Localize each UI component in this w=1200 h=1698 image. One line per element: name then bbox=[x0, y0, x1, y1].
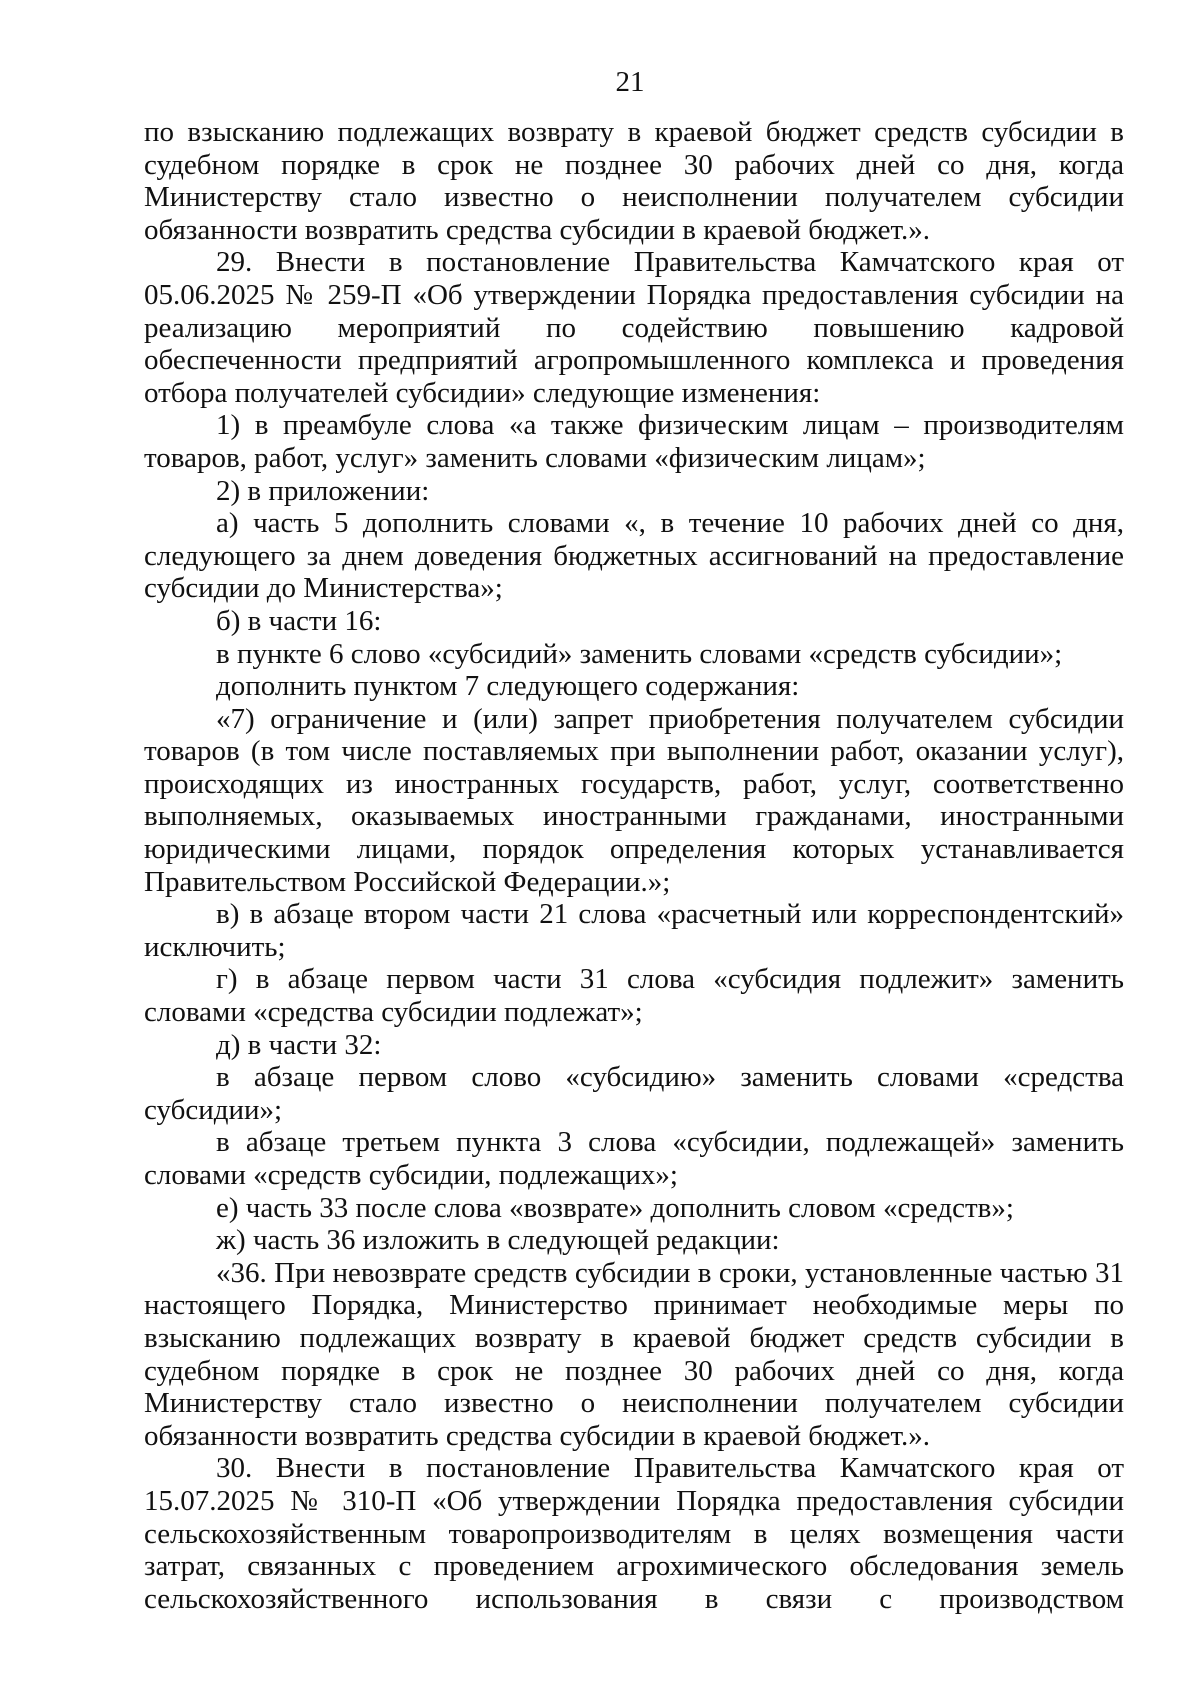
paragraph-abzac-first: в абзаце первом слово «субсидию» заменить словами «средства субсидии»; bbox=[144, 1061, 1124, 1126]
paragraph-subitem-e: е) часть 33 после слова «возврате» дополнить словом «средств»; bbox=[216, 1191, 1014, 1224]
paragraph-subitem-1: 1) в преамбуле слова «а также физическим лицам – производителям товаров, работ, услуг» заменить словами «физическим лицам»; bbox=[144, 409, 1124, 474]
paragraph-subitem-a: а) часть 5 дополнить словами «, в течение 10 рабочих дней со дня, следующего за днем доведения бюджетных ассигнований на предоставление субсидии до Министерства»; bbox=[144, 507, 1124, 605]
paragraph-point-7-text: «7) ограничение и (или) запрет приобретения получателем субсидии товаров (в том числе поставляемых при выполнении работ, оказании услуг), происходящих из иностранных государств, работ, услуг, соответственно выполняемых, оказываемых иностранными гражданами, иностранными юридическими лицами, порядок определения которых устанавливается Правительством Российской Федерации.»; bbox=[144, 702, 1124, 898]
paragraph-subitem-zh: ж) часть 36 изложить в следующей редакции: bbox=[216, 1224, 780, 1257]
paragraph-point-6: в пункте 6 слово «субсидий» заменить словами «средств субсидии»; bbox=[216, 637, 1063, 670]
paragraph-add-point-7: дополнить пунктом 7 следующего содержания: bbox=[216, 670, 800, 703]
paragraph-subitem-d: д) в части 32: bbox=[216, 1028, 382, 1061]
paragraph-subitem-v: в) в абзаце втором части 21 слова «расчетный или корреспондентский» исключить; bbox=[144, 898, 1124, 963]
document-body bbox=[144, 116, 1124, 1615]
paragraph-continuation: по взысканию подлежащих возврату в краевой бюджет средств субсидии в судебном порядке в срок не позднее 30 рабочих дней со дня, когда Министерству стало известно о неисполнении получателем субсидии обязанности возвратить средства субсидии в краевой бюджет.». bbox=[144, 116, 1124, 246]
paragraph-subitem-g: г) в абзаце первом части 31 слова «субсидия подлежит» заменить словами «средства субсидии подлежат»; bbox=[144, 963, 1124, 1029]
paragraph-item-29: 29. Внести в постановление Правительства Камчатского края от 05.06.2025 № 259-П «Об утверждении Порядка предоставления субсидии на реализацию мероприятий по содействию повышению кадровой обеспеченности предприятий агропромышленного комплекса и проведения отбора получателей субсидии» следующие изменения: bbox=[144, 246, 1124, 409]
paragraph-item-30: 30. Внести в постановление Правительства Камчатского края от 15.07.2025 № 310-П «Об утверждении Порядка предоставления субсидии сельскохозяйственным товаропроизводителям в целях возмещения части затрат, связанных с проведением агрохимического обследования земель сельскохозяйственного использования в связи с производством bbox=[144, 1452, 1124, 1615]
page-number: 21 bbox=[615, 66, 645, 98]
paragraph-subitem-b: б) в части 16: bbox=[216, 604, 382, 637]
paragraph-subitem-2: 2) в приложении: bbox=[216, 474, 430, 507]
paragraph-abzac-third: в абзаце третьем пункта 3 слова «субсидии, подлежащей» заменить словами «средств субсидии, подлежащих»; bbox=[144, 1126, 1124, 1191]
paragraph-part-36-text: «36. При невозврате средств субсидии в сроки, установленные частью 31 настоящего Порядка, Министерство принимает необходимые меры по взысканию подлежащих возврату в краевой бюджет средств субсидии в судебном порядке в срок не позднее 30 рабочих дней со дня, когда Министерству стало известно о неисполнении получателем субсидии обязанности возвратить средства субсидии в краевой бюджет.». bbox=[144, 1256, 1124, 1452]
